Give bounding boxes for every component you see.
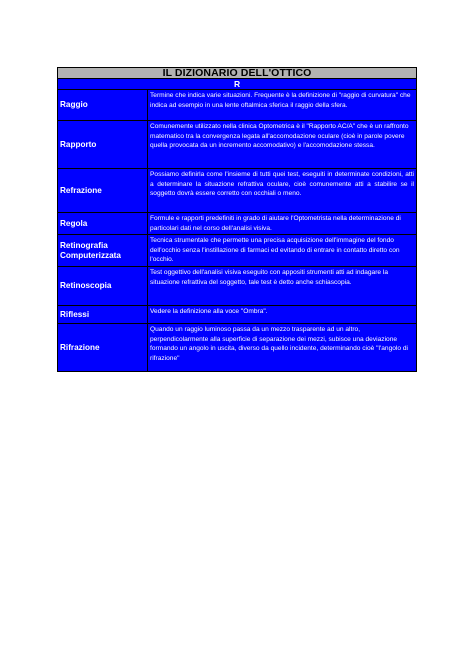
term-cell: Rifrazione xyxy=(58,324,148,372)
definition-cell: Quando un raggio luminoso passa da un mezzo trasparente ad un altro, perpendicolarmente alla superficie di separazione dei mezzi, subisce una deviazione formando un angolo in uscita, diverso da quello incidente, determinando cioè "l'angolo di rifrazione" xyxy=(148,324,417,372)
term-cell: Refrazione xyxy=(58,169,148,213)
definition-cell: Tecnica strumentale che permette una precisa acquisizione dell'immagine del fondo dell'occhio senza l'instillazione di farmaci ed evitando di entrare in contatto diretto con l'occhio. xyxy=(148,235,417,267)
term-cell: Raggio xyxy=(58,90,148,121)
definition-cell: Formule e rapporti predefiniti in grado di aiutare l'Optometrista nella determinazione di particolari dati nel corso dell'analisi visiva. xyxy=(148,213,417,235)
definition-cell: Vedere la definizione alla voce "Ombra". xyxy=(148,306,417,324)
table-row xyxy=(58,213,417,235)
definition-cell: Termine che indica varie situazioni. Frequente è la definizione di "raggio di curvatura" che indica ad esempio in una lente oftalmica sferica il raggio della sfera. xyxy=(148,90,417,121)
table-row xyxy=(58,90,417,121)
table-row xyxy=(58,235,417,267)
definition-cell: Test oggettivo dell'analisi visiva eseguito con appositi strumenti atti ad indagare la situazione refrattiva del soggetto, tale test è detto anche schiascopia. xyxy=(148,267,417,306)
term-cell: Retinoscopia xyxy=(58,267,148,306)
table-row xyxy=(58,324,417,372)
definition-cell: Possiamo definirla come l'insieme di tutti quei test, eseguiti in determinate condizioni, atti a determinare la situazione refrattiva oculare, cioè comunemente atti a stabilire se il soggetto dovrà essere corretto con occhiali o meno. xyxy=(148,169,417,213)
title-row xyxy=(58,68,417,79)
definition-cell: Comunemente utilizzato nella clinica Optometrica è il "Rapporto AC/A" che è un raffronto matematico tra la convergenza legata all'accomodazione oculare (cioè in parole povere quella provocata da un incremento accomodativo) e l'accomodazione stessa. xyxy=(148,121,417,169)
term-cell: Rapporto xyxy=(58,121,148,169)
term-cell: Regola xyxy=(58,213,148,235)
dictionary-table xyxy=(57,67,417,372)
section-letter: R xyxy=(58,79,417,90)
table-row xyxy=(58,121,417,169)
dictionary-title: IL DIZIONARIO DELL'OTTICO xyxy=(58,68,417,79)
term-cell: Retinografia Computerizzata xyxy=(58,235,148,267)
table-row xyxy=(58,169,417,213)
letter-row xyxy=(58,79,417,90)
term-cell: Riflessi xyxy=(58,306,148,324)
table-row xyxy=(58,267,417,306)
table-row xyxy=(58,306,417,324)
